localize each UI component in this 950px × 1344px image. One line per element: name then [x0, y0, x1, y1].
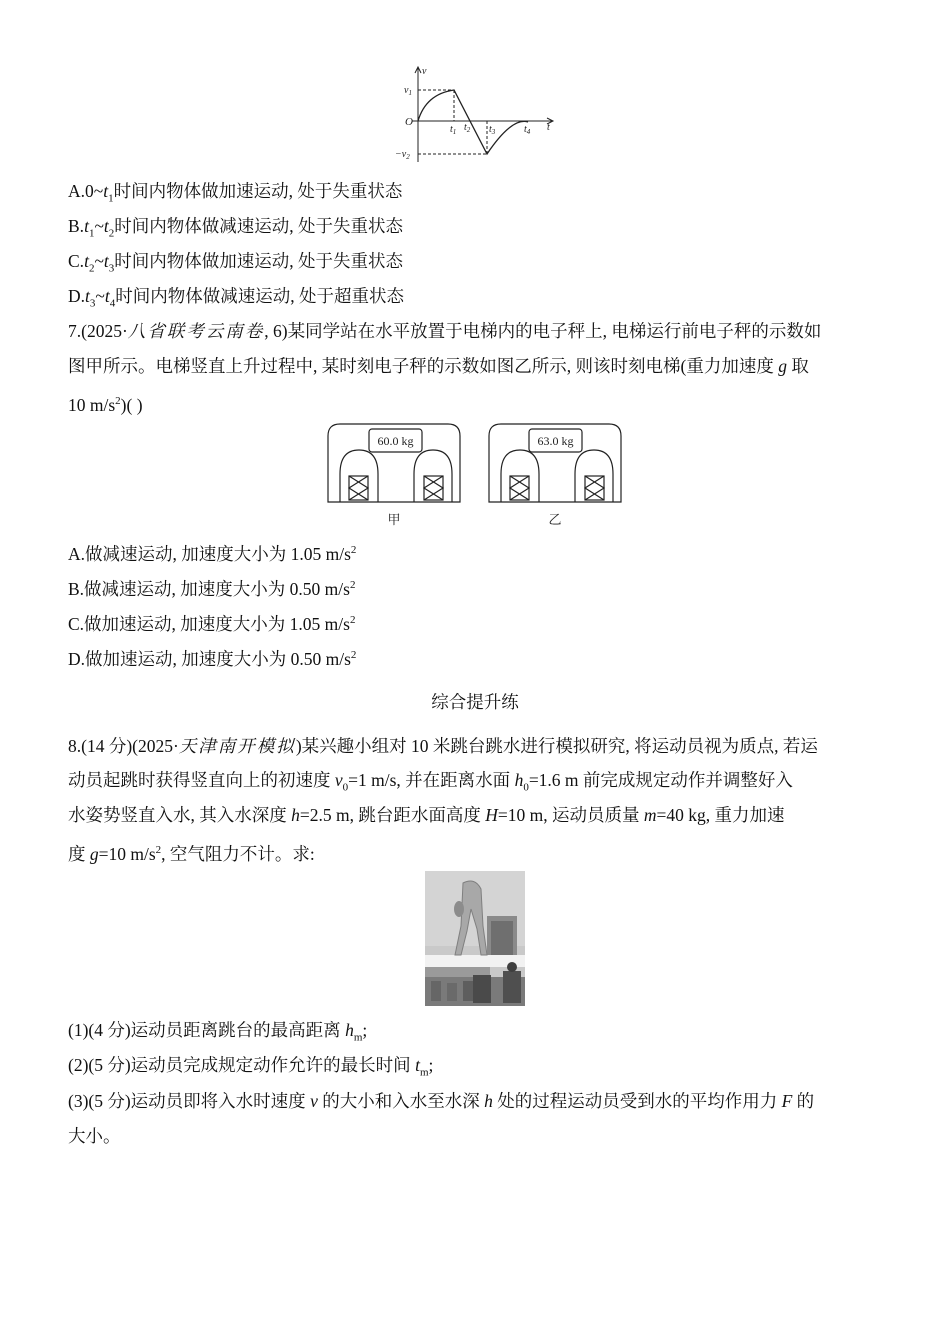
- q6-option-a: $A.0\sim t_1$时间内物体做加速运动, 处于失重状态: [68, 181, 403, 205]
- section-title: 综合提升练: [431, 693, 519, 713]
- q8-part3-line2: 大小。: [68, 1126, 121, 1146]
- q7-source: 八省联考云南卷: [127, 322, 265, 342]
- v-axis-label: v: [422, 66, 427, 77]
- q8-stem-line1: 8.(14 分)(2025·天津南开模拟)某兴趣小组对 10 米跳台跳水进行模拟研究, 将运动员视为质点, 若运: [68, 736, 818, 757]
- q7-stem-line1: 7.(2025·八省联考云南卷, 6)某同学站在水平放置于电梯内的电子秤上, 电梯运行前电子秤的示数如: [68, 321, 822, 342]
- q8-part2: (2)(5 分)运动员完成规定动作允许的最长时间 $t_m$;: [68, 1055, 434, 1079]
- t4-label: $t_4$: [524, 124, 531, 136]
- t1-label: $t_1$: [450, 124, 457, 136]
- q7-option-c: C.做加速运动, 加速度大小为 1.05 $m/s^2$: [68, 613, 356, 634]
- vt-graph: [392, 62, 562, 172]
- q8-stem-line2: 动员起跳时获得竖直向上的初速度 $v_0=1$ m/s, 并在距离水面 $h_0=1.6$ m 前完成规定动作并调整好入: [68, 770, 793, 794]
- q7-option-d: D.做加速运动, 加速度大小为 0.50 $m/s^2$: [68, 648, 357, 669]
- q7-stem-line2: 图甲所示。电梯竖直上升过程中, 某时刻电子秤的示数如图乙所示, 则该时刻电梯(重力加速度 g 取: [68, 356, 809, 376]
- v1-label: $v_1$: [404, 85, 412, 97]
- t3-label: $t_3$: [489, 124, 496, 136]
- q8-source: 天津南开模拟: [178, 737, 296, 757]
- scale-right-reading: 63.0 kg: [537, 434, 574, 448]
- q8-stem-line4: 度 g=10 $m/s^2$, 空气阻力不计。求:: [68, 843, 315, 864]
- q7-stem-line3: 10 $m/s^2$)( ): [68, 394, 143, 415]
- scale-left-reading: 60.0 kg: [377, 434, 414, 448]
- q6-option-b: $B.t_1\sim t_2$时间内物体做减速运动, 处于失重状态: [68, 216, 404, 240]
- q7-option-a: A.做减速运动, 加速度大小为 1.05 $m/s^2$: [68, 543, 357, 564]
- q8-part3-line1: (3)(5 分)运动员即将入水时速度 v 的大小和入水至水深 h 处的过程运动员受到水的平均作用力 F 的: [68, 1091, 815, 1111]
- q8-stem-line3: 水姿势竖直入水, 其入水深度 h=2.5 m, 跳台距水面高度 H=10 m, 运动员质量 m=40 kg, 重力加速: [68, 805, 785, 825]
- scale-left-caption: 甲: [387, 512, 401, 527]
- neg-v2-label: $-v_2$: [395, 149, 410, 161]
- velocity-curve: [418, 90, 528, 154]
- t2-label: $t_2$: [464, 122, 471, 134]
- scale-right-caption: 乙: [548, 512, 562, 527]
- q7-option-b: B.做减速运动, 加速度大小为 0.50 $m/s^2$: [68, 578, 356, 599]
- q8-part1: (1)(4 分)运动员距离跳台的最高距离 $h_m$;: [68, 1020, 368, 1044]
- q6-option-d: $D.t_3\sim t_4$时间内物体做减速运动, 处于超重状态: [68, 286, 404, 310]
- q6-option-c: $C.t_2\sim t_3$时间内物体做加速运动, 处于失重状态: [68, 251, 404, 275]
- origin-label: O: [405, 116, 413, 128]
- diver-photo: [425, 871, 525, 1006]
- t-axis-label: t: [547, 122, 550, 133]
- scales-figure: [326, 422, 624, 530]
